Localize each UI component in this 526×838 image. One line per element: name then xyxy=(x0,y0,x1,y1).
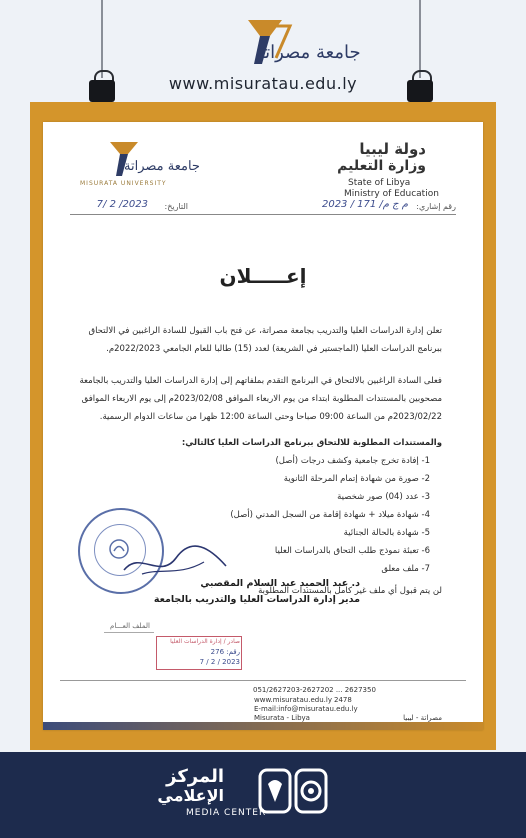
body-line-2: مصحوبين بالمستندات المطلوبة ابتداء من يوم الاربعاء الموافق 2023/02/08م إلى يوم الاربعاء الموافق xyxy=(81,394,442,404)
body-line-3: 2023/02/22م من الساعة 09:00 صباحا وحتى الساعة 12:00 ظهرا من ساعات الدوام الرسمية. xyxy=(99,412,442,422)
doc-item-7: 7- ملف معلق xyxy=(381,564,430,574)
ref-label: رقم إشاري: xyxy=(416,202,456,211)
doc-item-4: 4- شهادة ميلاد + شهادة إقامة من السجل المدني (أصل) xyxy=(230,510,430,520)
state-ar: دولة ليبيا xyxy=(359,140,426,158)
body-line-1: فعلى السادة الراغبين بالالتحاق في البرنامج التقدم بملفاتهم إلى إدارة الدراسات العليا والتدريب بالجامعة xyxy=(79,376,442,386)
signatory-name: د. عبد الحميد عبد السلام المقصبي xyxy=(200,578,360,589)
received-stamp-line-2: رقم: 276 xyxy=(210,648,240,656)
media-center-logo-icon xyxy=(258,768,328,814)
letterhead-logo-en: MISURATA UNIVERSITY xyxy=(80,180,167,187)
intro-line-2: ببرنامج الدراسات العليا (الماجستير في الشريعة) لعدد (15) طالبا للعام الجامعي 2022/2023م. xyxy=(106,344,442,354)
intro-line-1: تعلن إدارة الدراسات العليا والتدريب بجامعة مصراتة، عن فتح باب القبول للسادة الراغبين في الالتحاق xyxy=(88,326,442,336)
media-center-title-1: المركز xyxy=(166,766,224,787)
docs-heading: والمستندات المطلوبة للالتحاق ببرنامج الدراسات العليا كالتالي: xyxy=(181,438,442,448)
media-center-title-en: MEDIA CENTER xyxy=(186,808,267,818)
announcement-title: إعـــــلان xyxy=(219,264,307,288)
contact-email: E-mail:info@misuratau.edu.ly xyxy=(254,705,358,713)
date-label: التاريخ: xyxy=(164,202,188,211)
incomplete-file-note: لن يتم قبول أي ملف غير كامل بالمستندات المطلوبة xyxy=(258,586,442,596)
doc-item-1: 1- إفادة تخرج جامعية وكشف درجات (أصل) xyxy=(275,456,430,466)
doc-item-5: 5- شهادة بالحالة الجنائية xyxy=(343,528,430,538)
contact-po-box: 2478 xyxy=(334,696,352,704)
media-center-title-2: الإعلامي xyxy=(157,786,224,805)
document-accent-bar xyxy=(43,722,483,730)
date-value: 2023/ 2 /7 xyxy=(96,199,148,210)
ministry-ar: وزارة التعليم xyxy=(337,158,426,174)
letterhead-logo-ar: جامعة مصراتة xyxy=(124,159,200,174)
logo-word-right: جامعة مصراتة xyxy=(255,42,361,63)
ref-value: م ج م/ 171 / 2023 xyxy=(321,199,408,210)
copy-label: الملف العـــام xyxy=(110,622,150,630)
site-url[interactable]: www.misuratau.edu.ly xyxy=(168,74,358,93)
received-stamp-line-1: صادر / إدارة الدراسات العليا xyxy=(170,638,240,645)
contact-city-en: Misurata - Libya xyxy=(254,714,310,722)
received-stamp-line-3: 2023 / 2 / 7 xyxy=(199,658,240,666)
contact-phone: 051/2627203-2627202 ... 2627350 xyxy=(253,686,376,694)
state-en: State of Libya xyxy=(348,178,411,188)
doc-item-2: 2- صورة من شهادة إتمام المرحلة الثانوية xyxy=(283,474,430,484)
contact-city-ar: مصراتة - ليبيا xyxy=(403,714,442,722)
hanging-string-left xyxy=(101,0,103,78)
doc-item-3: 3- عدد (04) صور شخصية xyxy=(337,492,430,502)
contact-website: www.misuratau.edu.ly xyxy=(254,696,332,704)
university-logo xyxy=(190,14,361,72)
header-divider xyxy=(70,214,456,215)
signatory-title: مدير إدارة الدراسات العليا والتدريب بالجامعة xyxy=(153,594,360,605)
doc-item-6: 6- تعبئة نموذج طلب التحاق بالدراسات العليا xyxy=(274,546,430,556)
hanging-string-right xyxy=(419,0,421,78)
copy-underline xyxy=(104,632,154,633)
footer-divider xyxy=(60,680,466,681)
ministry-en: Ministry of Education xyxy=(344,189,439,199)
